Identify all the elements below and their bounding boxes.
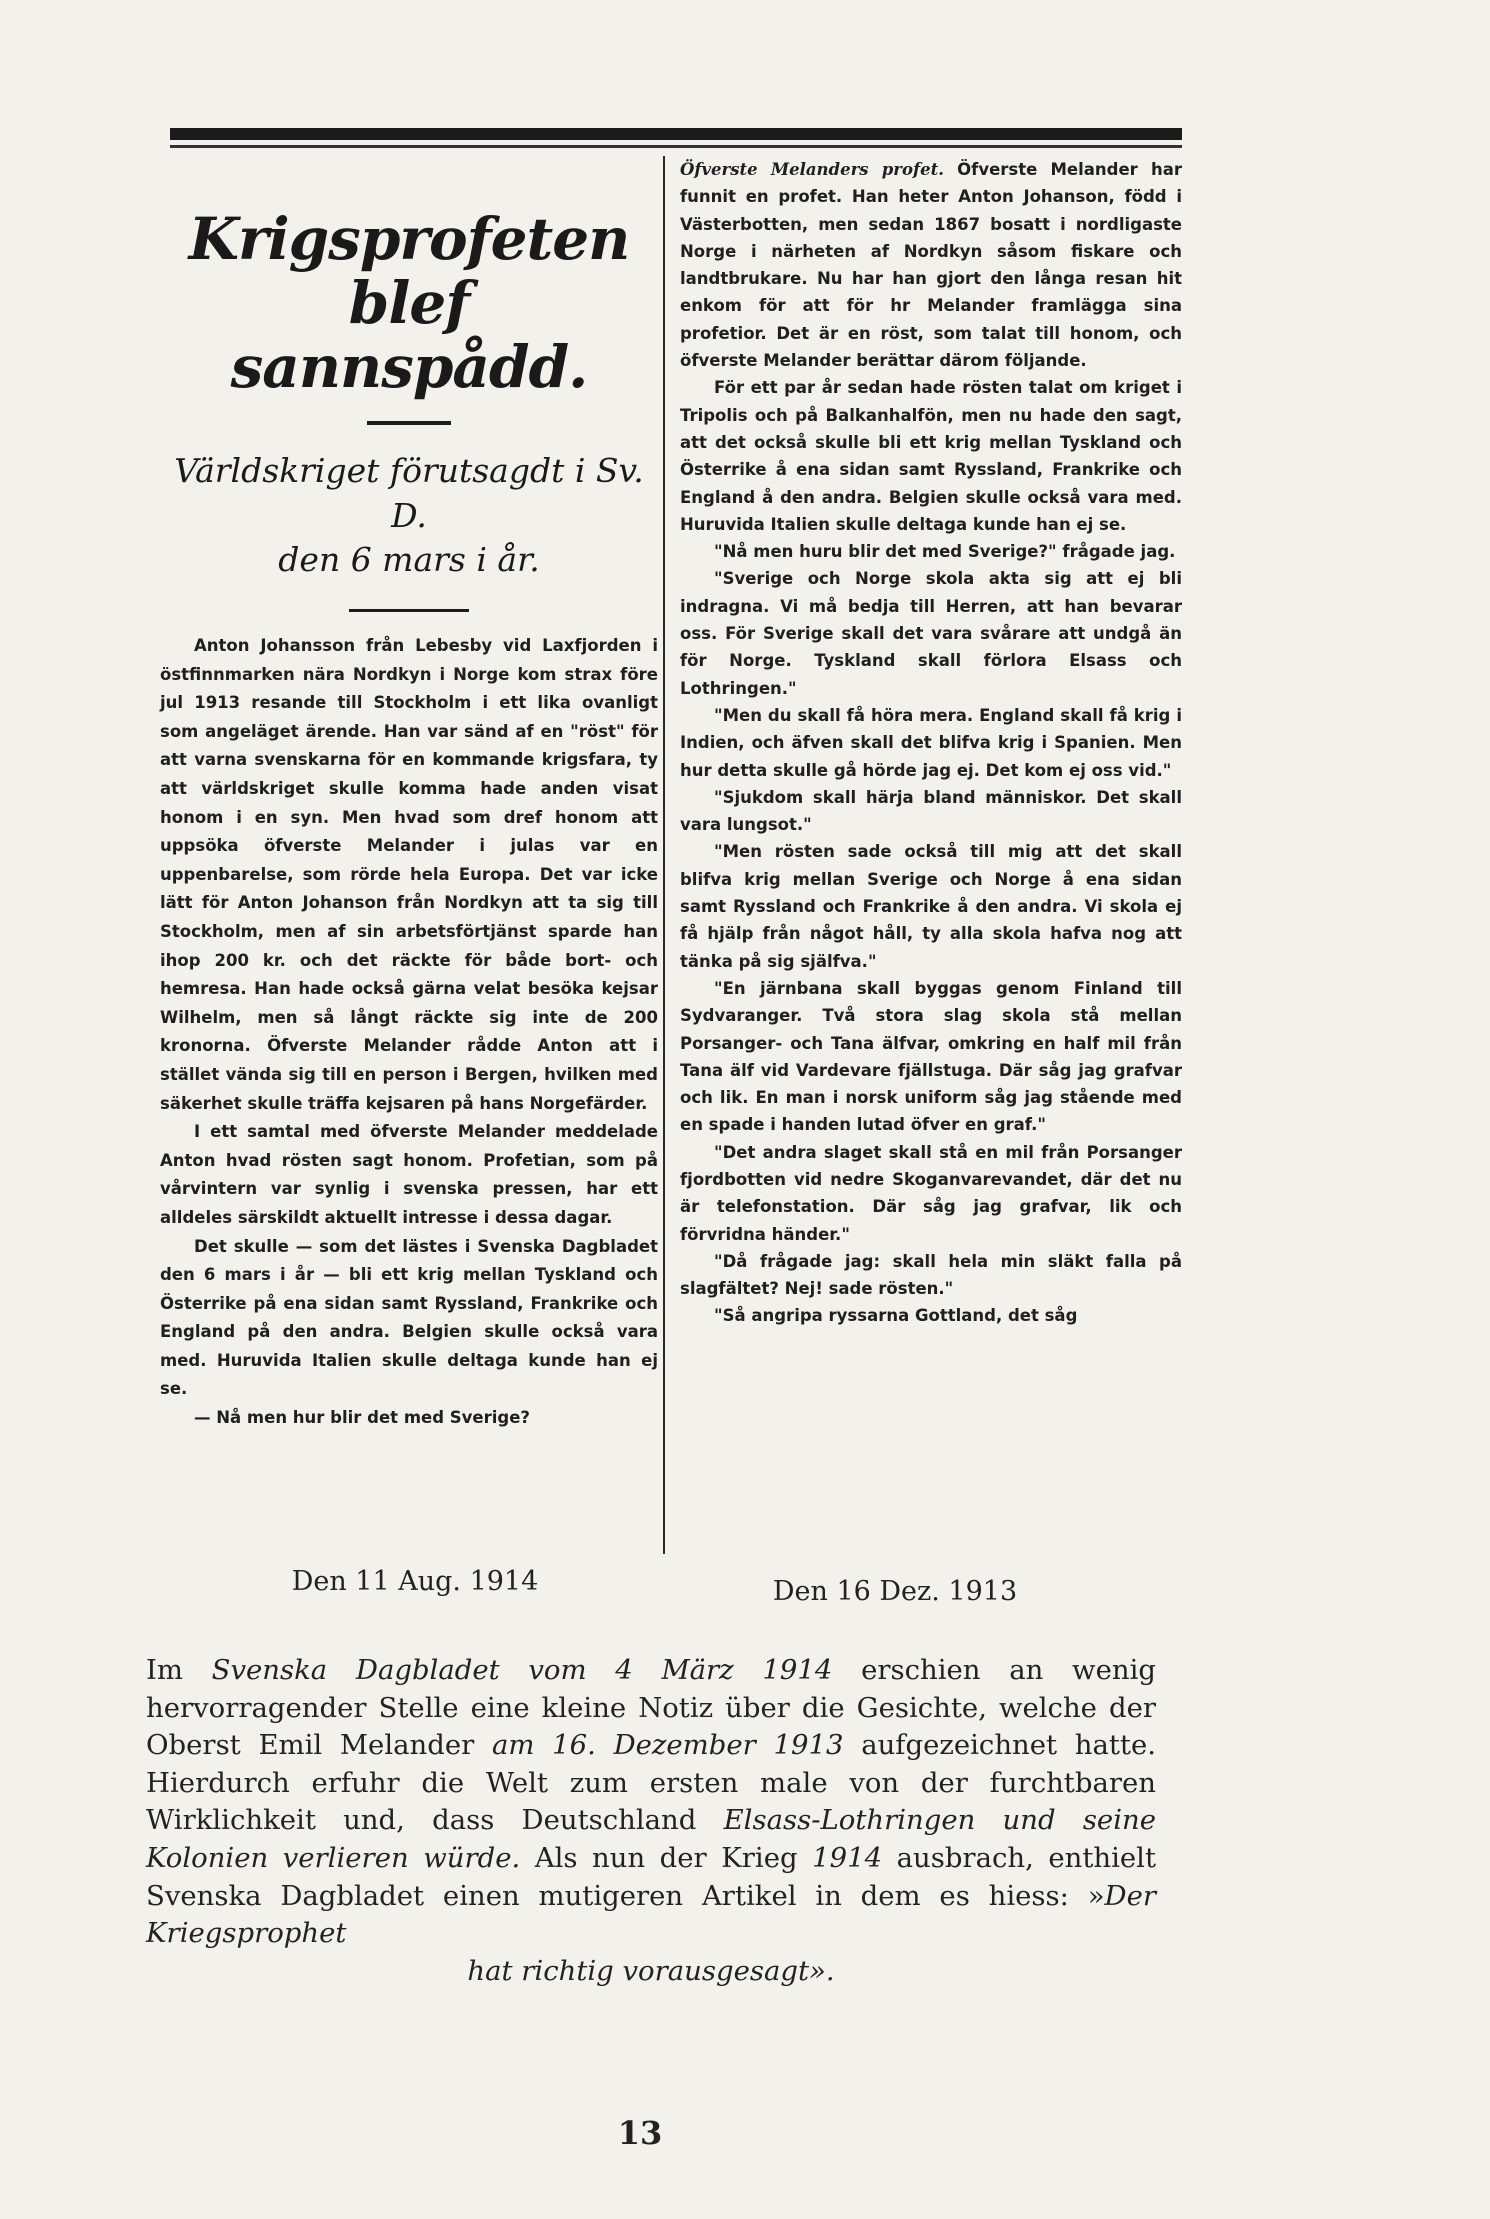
masthead-rule [170, 128, 1182, 140]
headline-line-2: sannspådd. [230, 332, 588, 401]
date-caption-left: Den 11 Aug. 1914 [291, 1566, 539, 1597]
right-paragraph-first [680, 156, 1182, 374]
headline-line-1: Krigsprofeten blef [188, 205, 630, 337]
left-paragraph: I ett samtal med öfverste Melander meddelade Anton hvad rösten sagt honom. Profetian, som på vårvintern var synlig i svenska pressen, har ett alldeles särskildt aktuellt intresse i dessa dagar. [160, 1122, 658, 1227]
right-paragraph: "Sverige och Norge skola akta sig att ej bli indragna. Vi må bedja till Herren, att han bevarar oss. För Sverige skall det vara svårare att undgå än för Norge. Tyskland skall förlora Elsass och Lothringen." [680, 569, 1182, 698]
headline-rule [367, 421, 451, 425]
right-paragraph: Öfverste Melander har funnit en profet. Han heter Anton Johanson, född i Västerbotten, men sedan 1867 bosatt i nordligaste Norge i närheten af Nordkyn såsom fiskare och landtbrukare. Nu har han gjort den långa resan hit enkom för att för hr Melander framlägga sina profetior. Det är en röst, som talat till honom, och öfverste Melander berättar därom följande. [680, 160, 1182, 371]
date-caption-right: Den 16 Dez. 1913 [772, 1576, 1018, 1607]
body-text-run: ». [809, 1954, 835, 1987]
right-paragraph: "Det andra slaget skall stå en mil från Porsanger fjordbotten vid nedre Skoganvarevandet, där det nu är telefonstation. Där såg jag grafvar, lik och förvridna händer." [680, 1142, 1182, 1244]
body-italic-run: Svenska Dagbladet vom 4 März 1914 [211, 1654, 833, 1686]
body-last-line [146, 1953, 1156, 1991]
right-paragraph: "Men du skall få höra mera. England skall få krig i Indien, och äfven skall det blifva krig i Spanien. Men hur detta skulle gå hörde jag ej. Det kom ej oss vid." [680, 705, 1182, 780]
newspaper-clipping [160, 128, 1182, 1568]
right-paragraph: "Så angripa ryssarna Gottland, det såg [714, 1306, 1078, 1326]
body-text-run: Im [146, 1654, 212, 1686]
left-paragraph: Det skulle — som det lästes i Svenska Dagbladet den 6 mars i år — bli ett krig mellan Tyskland och Österrike på ena sidan samt Ryssland, Frankrike och England på den andra. Belgien skulle också vara med. Huruvida Italien skulle deltaga kunde han ej se. [160, 1236, 658, 1399]
body-italic-run: Elsass-Lothringen und seine Kolonien verlieren würde. [146, 1804, 1156, 1874]
body-italic-run: Der Kriegsprophet [146, 1879, 1156, 1950]
right-paragraph: För ett par år sedan hade rösten talat om kriget i Tripolis och på Balkanhalfön, men nu hade den sagt, att det också skulle bli ett krig mellan Tyskland och Österrike å ena sidan samt Ryssland, Frankrike och England å den andra. Belgien skulle också vara med. Huruvida Italien skulle deltaga kunde han ej se. [680, 378, 1182, 534]
right-paragraph: "En järnbana skall byggas genom Finland till Sydvaranger. Två stora slag skola stå mellan Porsanger- och Tana älfvar, omkring en half mil från Tana älf vid Vardevare fjällstuga. Där såg jag grafvar och lik. En man i norsk uniform såg jag stående med en spade i handen lutad öfver en graf." [680, 978, 1182, 1135]
right-paragraph: "Men rösten sade också till mig att det skall blifva krig mellan Sverige och Norge å ena sidan samt Ryssland och Frankrike å den andra. Vi skola ej få hjälp från något håll, ty alla skola hafva nog att tänka på sig själfva." [680, 842, 1182, 971]
right-paragraph: "Sjukdom skall härja bland människor. Det skall vara lungsot." [680, 787, 1182, 835]
subheadline-line-1: Världskriget förutsagdt i Sv. D. [174, 451, 644, 535]
body-text-run: aufgezeichnet hatte. Hierdurch erfuhr die Welt zum ersten male von der furchtbaren Wirklichkeit und, dass Deutschland [146, 1729, 1156, 1837]
body-italic-run: hat richtig vorausgesagt [467, 1954, 810, 1987]
subheadline-rule [349, 609, 469, 612]
body-text-run: ausbrach, enthielt Svenska Dagbladet einen mutigeren Artikel in dem es hiess: » [146, 1841, 1157, 1912]
right-paragraph: "Nå men huru blir det med Sverige?" frågade jag. [714, 542, 1176, 562]
right-paragraph: "Då frågade jag: skall hela min släkt falla på slagfältet? Nej! sade rösten." [680, 1251, 1182, 1299]
body-text-run: erschien an wenig hervorragender Stelle eine kleine Notiz über die Gesichte, welche der Oberst Emil Melander [146, 1654, 1156, 1762]
column-divider [663, 156, 665, 1554]
subheadline [160, 449, 658, 583]
left-article-body [160, 632, 658, 1433]
left-column [160, 205, 658, 1433]
masthead-rule-thin [170, 145, 1182, 148]
body-italic-run: 1914 [812, 1841, 883, 1874]
body-text-run: Als nun der Krieg [520, 1841, 813, 1874]
right-lead: Öfverste Melanders profet. [680, 160, 944, 179]
left-paragraph: Anton Johansson från Lebesby vid Laxfjorden i östfinnmarken nära Nordkyn i Norge kom strax före jul 1913 resande till Stockholm i ett lika ovanligt som angeläget ärende. Han var sänd af en "röst" för att varna svenskarna för en kommande krigsfara, ty att världskriget skulle komma hade anden visat honom i en syn. Men hvad som dref honom att uppsöka öfverste Melander i julas var en uppenbarelse, som rörde hela Europa. Det var icke lätt för Anton Johanson från Nordkyn att ta sig till Stockholm, men af sin arbetsförtjänst sparde han ihop 200 kr. och det räckte för både bort- och hemresa. Han hade också gärna velat besöka kejsar Wilhelm, men så långt räckte sig inte de 200 kronorna. Öfverste Melander rådde Anton att i stället vända sig till en person i Bergen, hvilken med säkerhet skulle träffa kejsaren på hans Norgefärder. [160, 636, 658, 1113]
commentary-paragraph [146, 1652, 1156, 1990]
headline [160, 205, 658, 401]
body-italic-run: am 16. Dezember 1913 [491, 1729, 844, 1762]
page-number: 13 [617, 2114, 663, 2152]
right-column [680, 156, 1182, 1330]
subheadline-line-2: den 6 mars i år. [278, 540, 540, 580]
left-paragraph: — Nå men hur blir det med Sverige? [194, 1408, 530, 1428]
